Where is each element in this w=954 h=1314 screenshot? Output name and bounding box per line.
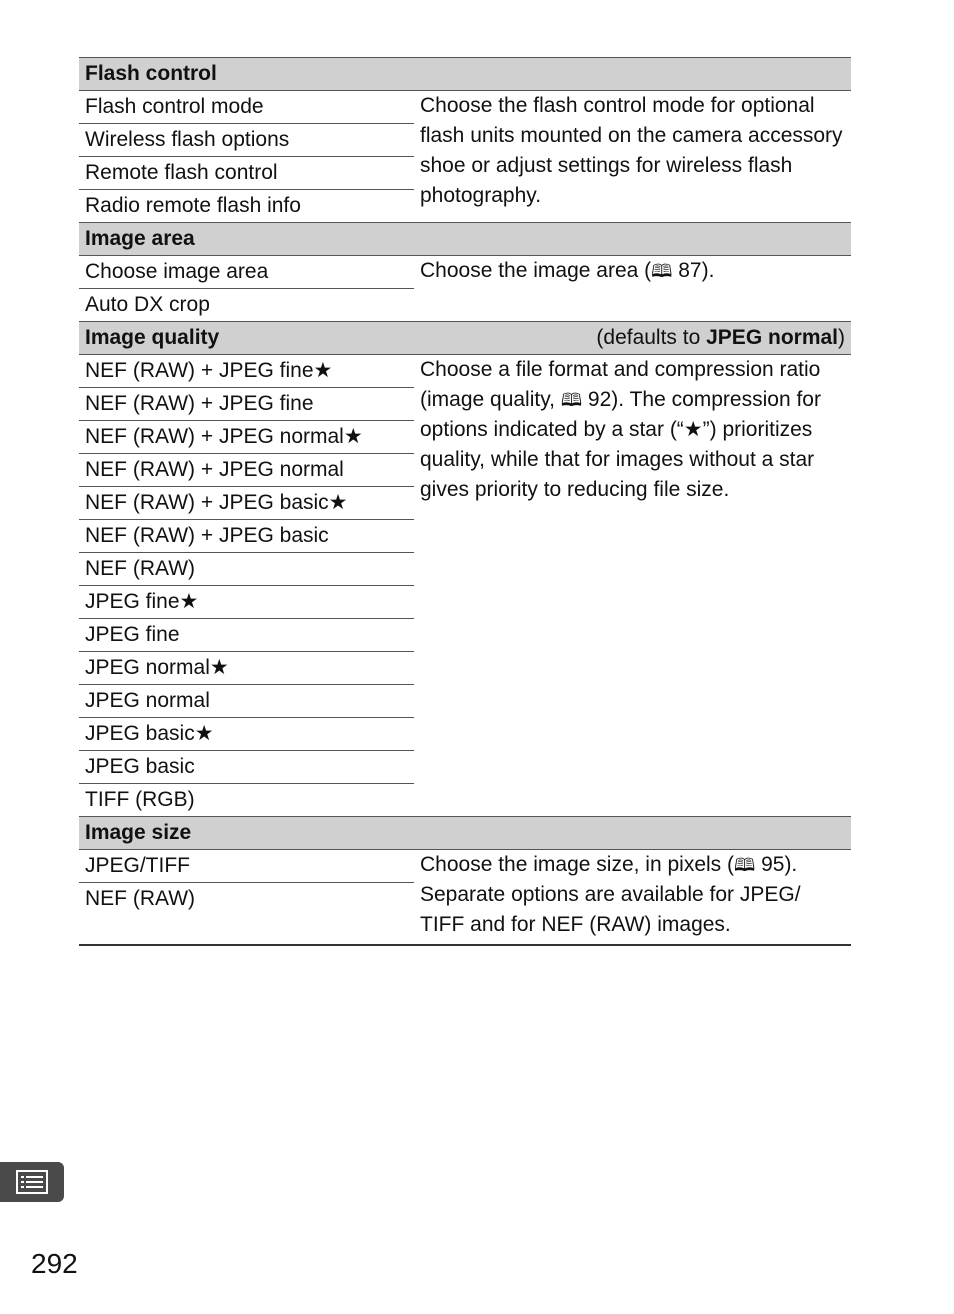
section-title: Image quality — [85, 326, 220, 349]
defaults-suffix: ) — [838, 326, 846, 349]
description-text: Choose the image size, in pixels ( — [420, 853, 734, 876]
option-label: NEF (RAW) — [79, 883, 414, 946]
option-label: JPEG normal — [79, 685, 414, 718]
description-text: ). — [701, 259, 715, 282]
table-row — [79, 850, 851, 883]
option-description: Choose the flash control mode for optional flash units mounted on the camera accessory shoe or adjust settings for wireless flash photography. — [414, 91, 851, 223]
menu-list-icon — [0, 1162, 64, 1202]
option-label: JPEG fine — [79, 619, 414, 652]
option-label: JPEG fine★ — [79, 586, 414, 619]
section-header-image-quality — [79, 322, 851, 355]
default-value: JPEG normal — [706, 326, 839, 349]
option-description — [414, 256, 851, 322]
book-reference-icon: 🕮 — [560, 390, 583, 410]
page-reference: 87 — [678, 259, 702, 282]
option-label: Flash control mode — [79, 91, 414, 124]
page-number: 292 — [31, 1248, 78, 1279]
description-text: ). The compression for options indicated by a star (“★”) prioritizes quality, while that for images without a star gives priority to reducing file size. — [420, 388, 821, 501]
option-label: Remote flash control — [79, 157, 414, 190]
option-label: TIFF (RGB) — [79, 784, 414, 817]
option-label: NEF (RAW) + JPEG normal★ — [79, 421, 414, 454]
option-description — [414, 355, 851, 817]
settings-table — [79, 57, 851, 946]
option-label: JPEG basic — [79, 751, 414, 784]
section-title: Image area — [79, 223, 851, 256]
description-text: ). Separate options are available for JPEG/ TIFF and for NEF (RAW) images. — [420, 853, 801, 936]
description-text: Choose the image area ( — [420, 259, 652, 282]
defaults-prefix: (defaults to — [596, 326, 707, 349]
section-header-flash-control — [79, 58, 851, 91]
table-row — [79, 355, 851, 388]
option-label: JPEG/TIFF — [79, 850, 414, 883]
option-description — [414, 850, 851, 946]
section-header-image-area — [79, 223, 851, 256]
page-reference: 95 — [761, 853, 785, 876]
option-label: JPEG basic★ — [79, 718, 414, 751]
book-reference-icon: 🕮 — [651, 261, 673, 281]
book-reference-icon: 🕮 — [734, 855, 756, 875]
menu-list-icon-graphic — [15, 1169, 49, 1195]
option-label: Choose image area — [79, 256, 414, 289]
table-row — [79, 91, 851, 124]
section-title: Flash control — [79, 58, 851, 91]
description-text: Choose a file format and compression ratio (image quality, — [420, 358, 821, 411]
option-label: JPEG normal★ — [79, 652, 414, 685]
option-label: NEF (RAW) + JPEG fine★ — [79, 355, 414, 388]
default-setting-note — [596, 323, 845, 353]
option-label: NEF (RAW) + JPEG basic — [79, 520, 414, 553]
option-label: NEF (RAW) + JPEG fine — [79, 388, 414, 421]
option-label: NEF (RAW) — [79, 553, 414, 586]
page-reference: 92 — [587, 388, 612, 411]
section-title: Image size — [79, 817, 851, 850]
option-label: Wireless flash options — [79, 124, 414, 157]
option-label: NEF (RAW) + JPEG normal — [79, 454, 414, 487]
section-header-image-size — [79, 817, 851, 850]
option-label: NEF (RAW) + JPEG basic★ — [79, 487, 414, 520]
option-label: Radio remote flash info — [79, 190, 414, 223]
option-label: Auto DX crop — [79, 289, 414, 322]
table-row — [79, 256, 851, 289]
